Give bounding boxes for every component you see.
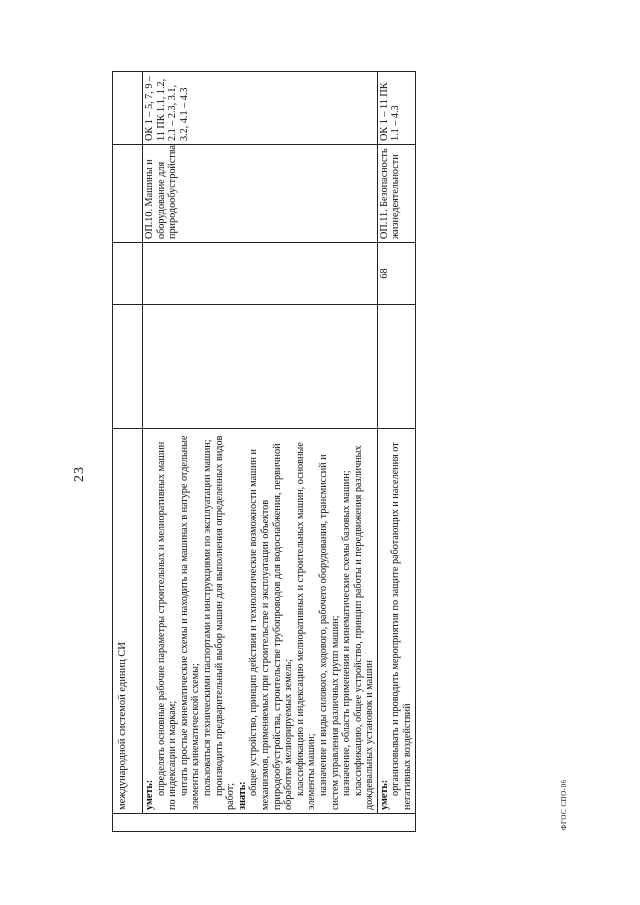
skill-item: читать простые кинематические схемы и находить на машинах в натуре отдельные элементы кинематической схемы; [178,435,202,810]
table-row-machines [143,72,378,832]
competencies-cell: ОК 1 – 11 ПК 1.1 – 4.3 [377,72,415,145]
requirements-cell [377,429,415,814]
skills-label: уметь: [144,779,155,810]
skills-label: уметь: [378,779,390,810]
empty-cell [143,305,378,429]
table-row-safety [377,72,415,832]
knowledge-item: классификацию, общее устройство, принцип работы и передвижения различных дождевальных установок и машин [352,445,376,810]
skill-item: производить предварительный выбор машин для выполнения определенных видов работ; [213,435,237,810]
competencies-cell: ОК 1 – 5, 7, 9 – 11 ПК 1.1, 1.2, 2.1 – 2.3, 3.1, 3.2, 4.1 – 4.3 [143,72,378,145]
skill-item: пользоваться техническими паспортами и инструкциями по эксплуатации машин; [201,439,213,796]
knowledge-item: классификацию и индексацию мелиоративных и строительных машин, основные элементы машин; [294,442,318,810]
discipline-cell: ОП.11. Безопасность жизнедеятельности [377,145,415,243]
knowledge-label: знать: [236,781,248,810]
skill-item: определять основные рабочие параметры строительных и мелиоративных машин по индексации и маркам; [155,441,179,810]
knowledge-item: назначение и виды силового, ходового, рабочего оборудования, трансмиссий и систем управления различных групп машин; [317,454,341,810]
knowledge-continuation: международной системой единиц СИ [113,429,143,814]
knowledge-item: общее устройство, принцип действия и технологические возможности машин и механизмов, применяемых при строительстве и эксплуатации объектов природообустройства, строительстве трубопроводов для водоснабжения, первичной обработке мелиорируемых земель; [248,443,295,810]
table-row-continuation [113,72,143,832]
requirements-cell [143,429,378,814]
page-number: 23 [72,466,87,482]
hours-cell [143,243,378,305]
hours-cell: 68 [377,243,415,305]
discipline-cell: ОП.10. Машины и оборудование для природообустройства [143,145,378,243]
knowledge-item: назначение, область применения и кинематические схемы базовых машин; [341,470,353,796]
index-cell [113,814,416,832]
empty-cell [377,305,415,429]
footer-code: ФГОС СПО-06 [560,779,568,830]
standards-table [112,71,416,832]
skill-item: организовывать и проводить мероприятия по защите работающих и населения от негативных воздействий [390,442,414,810]
rotated-page [50,72,590,832]
